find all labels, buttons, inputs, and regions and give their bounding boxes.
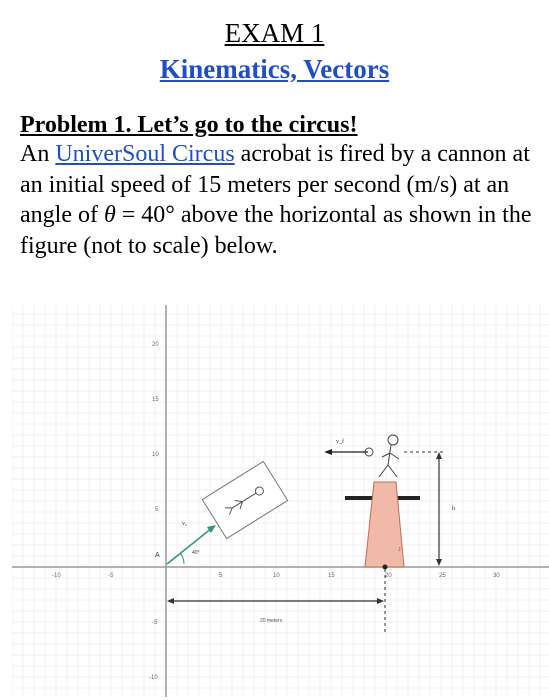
distance-arrow-right xyxy=(377,598,384,604)
height-label: h xyxy=(452,506,455,512)
final-velocity-arrowhead xyxy=(324,449,332,455)
projectile-figure xyxy=(12,305,549,697)
theta-symbol: θ xyxy=(103,202,116,228)
x-tick-label: 15 xyxy=(328,573,335,579)
text-before-link: An xyxy=(20,141,56,167)
y-tick-label: 5 xyxy=(155,507,159,513)
problem-body xyxy=(20,139,545,261)
cannon-tower xyxy=(365,482,404,567)
x-tick-label: 30 xyxy=(493,573,500,579)
initial-velocity-label: v₀ xyxy=(182,521,188,527)
landing-acrobat-icon xyxy=(365,435,399,477)
universoul-circus-link[interactable]: UniverSoul Circus xyxy=(55,141,235,167)
landing-point xyxy=(383,565,388,570)
exam-title: EXAM 1 xyxy=(224,18,325,48)
x-tick-label: 10 xyxy=(273,573,280,579)
angle-label: 40° xyxy=(192,550,200,556)
y-tick-label: -5 xyxy=(152,620,158,626)
angle-text: = 40° above the horizontal as shown in the figure (not to scale) below. xyxy=(20,202,532,259)
distance-label: 20 meters xyxy=(260,618,283,624)
text-after-link: acrobat is fired by a cannon at an initial speed of 15 meters per second (m/s) at an angle of xyxy=(20,141,530,228)
y-tick-label: 10 xyxy=(152,452,159,458)
x-tick-label: 25 xyxy=(439,573,446,579)
point-a-label: A xyxy=(155,552,160,559)
y-tick-label: 15 xyxy=(152,397,159,403)
distance-arrow-left xyxy=(167,598,174,604)
x-tick-label: 20 xyxy=(385,573,392,579)
problem-heading: Problem 1. Let’s go to the circus! xyxy=(20,112,358,138)
final-velocity-label: v_f xyxy=(336,439,344,445)
x-tick-label: -10 xyxy=(52,573,61,579)
angle-arc xyxy=(180,553,184,564)
x-tick-label: 5 xyxy=(219,573,223,579)
y-tick-label: -10 xyxy=(149,675,158,681)
x-tick-label: -5 xyxy=(108,573,114,579)
exam-subtitle-link[interactable]: Kinematics, Vectors xyxy=(159,54,390,84)
acrobat-launch-box xyxy=(202,461,287,538)
y-tick-label: 20 xyxy=(152,342,159,348)
tower-mark: J xyxy=(398,547,401,553)
launch-vector xyxy=(167,528,212,564)
